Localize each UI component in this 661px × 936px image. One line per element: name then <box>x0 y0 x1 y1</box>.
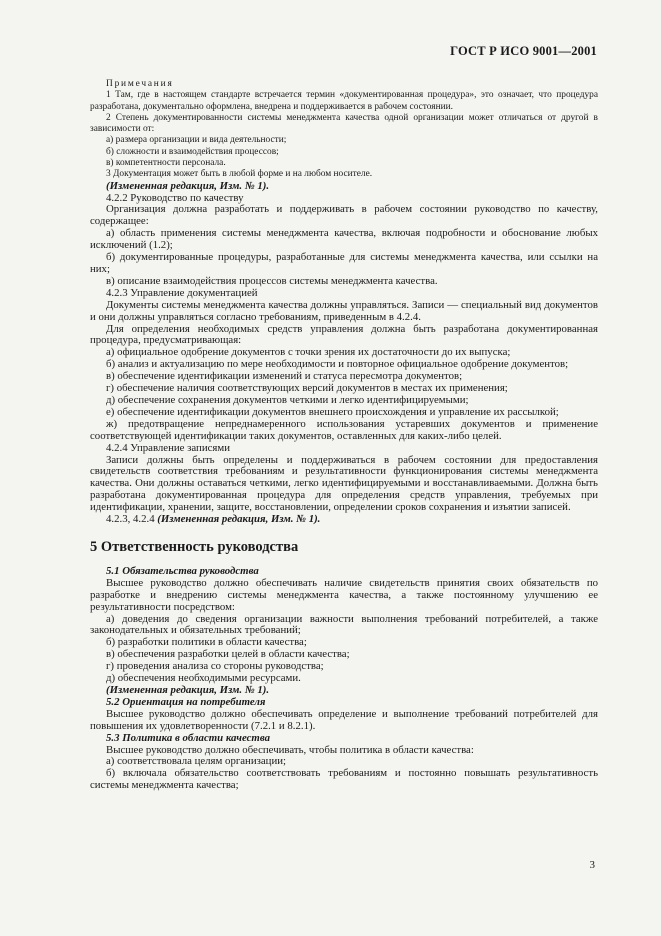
list-item: в) описание взаимодействия процессов системы менеджмента качества. <box>106 274 438 287</box>
amendment-note: (Измененная редакция, Изм. № 1). <box>106 684 270 697</box>
list-item: ж) предотвращение непреднамеренного использования устаревших документов и применение соответствующей идентификации таких документов, оставленных для каких-либо целей. <box>90 417 598 442</box>
paragraph: Высшее руководство должно обеспечивать, чтобы политика в области качества: <box>106 743 474 756</box>
section-5-heading: 5 Ответственность руководства <box>90 538 299 555</box>
amendment-text: (Измененная редакция, Изм. № 1). <box>157 513 321 526</box>
list-item: в) обеспечение идентификации изменений и статуса пересмотра документов; <box>106 370 463 383</box>
note-2-item-b: б) сложности и взаимодействия процессов; <box>106 146 279 157</box>
section-5-1-heading: 5.1 Обязательства руководства <box>106 564 259 577</box>
list-item: г) проведения анализа со стороны руководства; <box>106 660 324 673</box>
notes-heading: Примечания <box>106 79 174 89</box>
list-item: б) документированные процедуры, разработанные для системы менеджмента качества, или ссылки на них; <box>90 251 598 276</box>
section-4-2-4-heading: 4.2.4 Управление записями <box>106 441 230 454</box>
list-item: е) обеспечение идентификации документов внешнего происхождения и управление их рассылкой; <box>106 405 559 418</box>
list-item: в) обеспечения разработки целей в области качества; <box>106 648 350 661</box>
list-item: а) доведения до сведения организации важности выполнения требований потребителей, а также законодательных и обязательных требований; <box>90 612 598 637</box>
note-3: 3 Документация может быть в любой форме и на любом носителе. <box>106 169 373 180</box>
list-item: а) официальное одобрение документов с точки зрения их достаточности до их выпуска; <box>106 346 511 359</box>
list-item: г) обеспечение наличия соответствующих версий документов в местах их применения; <box>106 382 508 395</box>
note-2-item-a: а) размера организации и вида деятельности; <box>106 135 287 146</box>
list-item: а) соответствовала целям организации; <box>106 755 287 768</box>
section-5-3-heading: 5.3 Политика в области качества <box>106 731 270 744</box>
list-item: б) включала обязательство соответствовать требованиям и постоянно повышать результативность системы менеджмента качества; <box>90 767 598 792</box>
section-5-2-heading: 5.2 Ориентация на потребителя <box>106 695 266 708</box>
paragraph: Записи должны быть определены и поддерживаться в рабочем состоянии для предоставления свидетельств соответствия требованиям и результативности функционирования системы менеджмента качества. Они должны оставаться четкими, легко идентифицируемыми и восстанавливаемыми. Должна быть разработана документированная процедура для определения средств управления, требуемых при идентификации, хранении, защите, восстановлении, определении сроков сохранения и изъятии записей. <box>90 453 598 514</box>
page-number: 3 <box>589 859 595 871</box>
list-item: д) обеспечения необходимыми ресурсами. <box>106 672 301 685</box>
standard-header: ГОСТ Р ИСО 9001—2001 <box>450 44 597 58</box>
note-1: 1 Там, где в настоящем стандарте встречается термин «документированная процедура», это означает, что процедура разработана, документально оформлена, внедрена и поддерживается в рабочем состоянии. <box>90 90 598 112</box>
amendment-note <box>90 514 598 526</box>
list-item: б) анализ и актуализацию по мере необходимости и повторное официальное одобрение документов; <box>106 358 569 371</box>
amendment-prefix: 4.2.3, 4.2.4 <box>106 513 158 526</box>
paragraph: Высшее руководство должно обеспечивать определение и выполнение требований потребителей для повышения их удовлетворенности (7.2.1 и 8.2.1). <box>90 707 598 732</box>
note-2-item-c: в) компетентности персонала. <box>106 158 226 169</box>
list-item: д) обеспечение сохранения документов четкими и легко идентифицируемыми; <box>106 393 469 406</box>
section-4-2-3-heading: 4.2.3 Управление документацией <box>106 286 258 299</box>
section-4-2-2-intro: Организация должна разработать и поддерживать в рабочем состоянии руководство по качеству, содержащее: <box>90 203 598 228</box>
section-4-2-2-heading: 4.2.2 Руководство по качеству <box>106 191 244 204</box>
note-2: 2 Степень документированности системы менеджмента качества одной организации может отличаться от другой в зависимости от: <box>90 112 598 135</box>
list-item: б) разработки политики в области качества; <box>106 636 307 649</box>
amendment-note: (Измененная редакция, Изм. № 1). <box>106 179 270 192</box>
paragraph: Для определения необходимых средств управления должна быть разработана документированная процедура, предусматривающая: <box>90 322 598 347</box>
paragraph: Высшее руководство должно обеспечивать наличие свидетельств принятия своих обязательств по разработке и внедрению системы менеджмента качества, а также постоянному улучшению ее результативности посредством: <box>90 576 598 613</box>
paragraph: Документы системы менеджмента качества должны управляться. Записи — специальный вид документов и они должны управляться согласно требованиям, приведенным в 4.2.4. <box>90 298 598 323</box>
list-item: а) область применения системы менеджмента качества, включая подробности и обоснование любых исключений (1.2); <box>90 227 598 252</box>
page-body <box>90 79 598 792</box>
